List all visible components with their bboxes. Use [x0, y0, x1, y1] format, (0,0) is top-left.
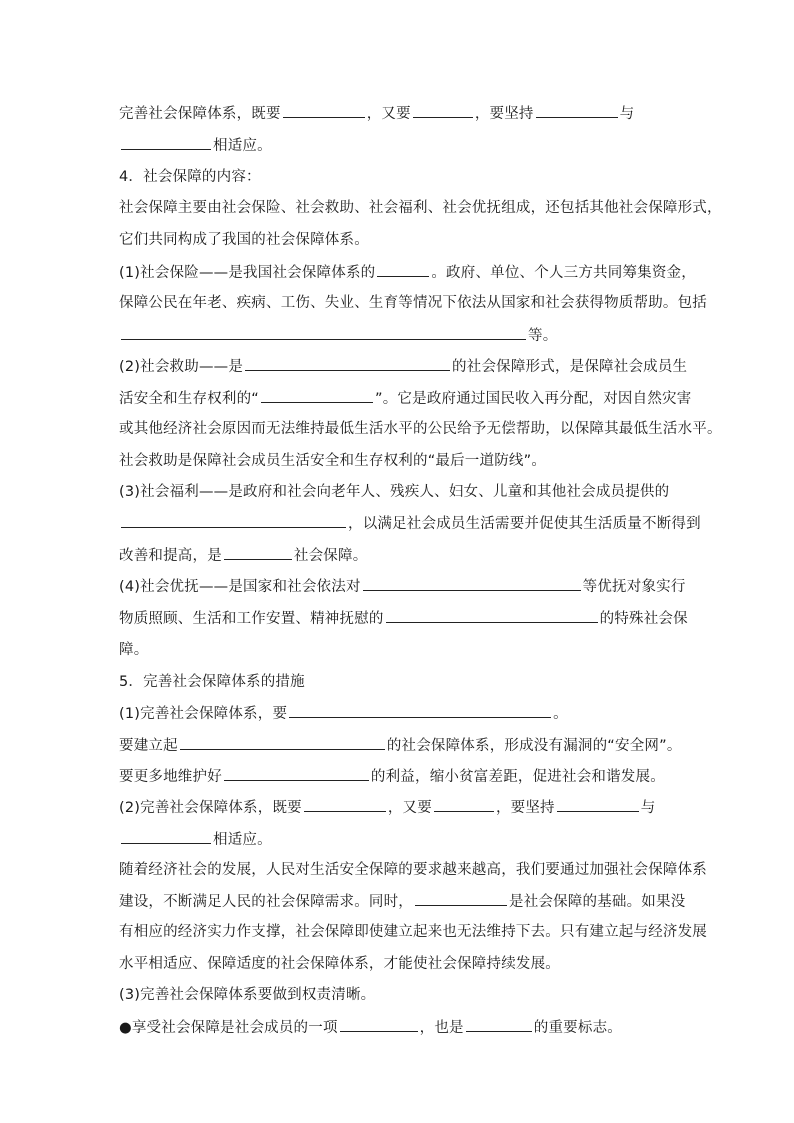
- fill-in-blank[interactable]: [245, 356, 450, 371]
- text-line: [119, 419, 722, 439]
- fill-in-blank[interactable]: [413, 103, 473, 118]
- fill-in-blank[interactable]: [557, 797, 639, 812]
- fill-in-blank[interactable]: [304, 797, 386, 812]
- line-text: ，要坚持: [495, 800, 555, 816]
- line-text: 要建立起: [119, 738, 178, 754]
- text-line: [119, 451, 546, 471]
- text-line: [119, 545, 367, 566]
- text-line: [119, 325, 557, 346]
- line-text: ，又要: [366, 106, 411, 122]
- text-line: [119, 954, 560, 974]
- fill-in-blank[interactable]: [261, 388, 373, 403]
- fill-in-blank[interactable]: [180, 735, 385, 750]
- line-text: 相适应。: [213, 832, 272, 848]
- text-line: [119, 640, 148, 660]
- line-text: (3)社会福利——是政府和社会向老年人、残疾人、妇女、儿童和其他社会成员提供的: [119, 484, 670, 500]
- line-text: ●享受社会保障是社会成员的一项: [119, 1020, 338, 1036]
- text-line: [119, 356, 687, 377]
- fill-in-blank[interactable]: [434, 797, 494, 812]
- fill-in-blank[interactable]: [415, 891, 507, 906]
- line-text: 是社会保障的基础。如果没: [509, 894, 686, 910]
- fill-in-blank[interactable]: [224, 545, 292, 560]
- line-text: 水平相适应、保障适度的社会保障体系，才能使社会保障持续发展。: [119, 956, 560, 972]
- line-text: 的特殊社会保: [599, 611, 688, 627]
- text-line: [119, 482, 669, 502]
- line-text: 社会保障主要由社会保险、社会救助、社会福利、社会优抚组成，还包括其他社会保障形式，: [119, 200, 722, 216]
- fill-in-blank[interactable]: [340, 1017, 418, 1032]
- fill-in-blank[interactable]: [283, 103, 365, 118]
- fill-in-blank[interactable]: [121, 135, 211, 150]
- line-text: 与: [619, 106, 635, 122]
- line-text: 障。: [119, 642, 149, 658]
- fill-in-blank[interactable]: [386, 608, 598, 623]
- line-text: 等。: [528, 328, 558, 344]
- line-text: (1)完善社会保障体系，要: [119, 706, 288, 722]
- text-line: [119, 576, 686, 597]
- line-text: 。政府、单位、个人三方共同筹集资金，: [431, 265, 696, 281]
- line-text: ，以满足社会成员生活需要并促使其生活质量不断得到: [348, 516, 701, 532]
- line-text: 社会救助是保障社会成员生活安全和生存权利的“最后一道防线”。: [119, 453, 547, 469]
- line-text: (3)完善社会保障体系要做到权责清晰。: [119, 987, 376, 1003]
- fill-in-blank[interactable]: [224, 766, 369, 781]
- text-line: [119, 766, 665, 787]
- line-text: 等优抚对象实行: [582, 579, 686, 595]
- text-line: [119, 608, 688, 629]
- line-text: (2)完善社会保障体系，既要: [119, 800, 302, 816]
- text-line: [119, 735, 682, 756]
- text-line: [119, 829, 272, 850]
- text-line: [119, 672, 305, 692]
- line-text: 的重要标志。: [533, 1020, 622, 1036]
- line-text: (2)社会救助——是: [119, 359, 244, 375]
- line-text: ，要坚持: [474, 106, 534, 122]
- text-line: [119, 922, 707, 942]
- line-text: ，也是: [419, 1020, 464, 1036]
- text-line: [119, 230, 369, 250]
- line-text: 保障公民在年老、疾病、工伤、失业、生育等情况下依法从国家和社会获得物质帮助。包括: [119, 295, 707, 311]
- text-line: [119, 797, 655, 818]
- fill-in-blank[interactable]: [377, 262, 429, 277]
- text-line: [119, 985, 375, 1005]
- text-line: [119, 262, 696, 283]
- line-text: 与: [640, 800, 656, 816]
- fill-in-blank[interactable]: [466, 1017, 532, 1032]
- line-text: ”。它是政府通过国民收入再分配，对因自然灾害: [375, 391, 692, 407]
- line-text: 或其他经济社会原因而无法维持最低生活水平的公民给予无偿帮助，以保障其最低生活水平。: [119, 421, 722, 437]
- line-text: 物质照顾、生活和工作安置、精神抚慰的: [119, 611, 384, 627]
- line-text: 社会保障。: [293, 548, 368, 564]
- text-line: [119, 135, 272, 156]
- text-line: [119, 1017, 622, 1038]
- text-line: [119, 860, 707, 880]
- line-text: 改善和提高，是: [119, 548, 222, 564]
- line-text: 。: [553, 706, 568, 722]
- line-text: (1)社会保险——是我国社会保障体系的: [119, 265, 376, 281]
- line-text: ，又要: [387, 800, 432, 816]
- text-line: [119, 891, 685, 912]
- text-line: [119, 388, 691, 409]
- fill-in-blank[interactable]: [536, 103, 618, 118]
- line-text: 有相应的经济实力作支撑，社会保障即使建立起来也无法维持下去。只有建立起与经济发展: [119, 924, 707, 940]
- fill-in-blank[interactable]: [121, 829, 211, 844]
- line-text: (4)社会优抚——是国家和社会依法对: [119, 579, 361, 595]
- line-text: 完善社会保障体系，既要: [119, 106, 281, 122]
- text-line: [119, 103, 634, 124]
- line-text: 建设，不断满足人民的社会保障需求。同时，: [119, 894, 413, 910]
- fill-in-blank[interactable]: [121, 325, 526, 340]
- line-text: 活安全和生存权利的“: [119, 391, 260, 407]
- fill-in-blank[interactable]: [121, 513, 346, 528]
- text-line: [119, 167, 261, 187]
- line-text: 随着经济社会的发展，人民对生活安全保障的要求越来越高，我们要通过加强社会保障体系: [119, 862, 707, 878]
- line-text: 4．社会保障的内容：: [119, 169, 261, 185]
- text-line: [119, 703, 568, 724]
- line-text: 5．完善社会保障体系的措施: [119, 674, 305, 690]
- line-text: 的利益，缩小贫富差距，促进社会和谐发展。: [370, 769, 665, 785]
- fill-in-blank[interactable]: [363, 576, 581, 591]
- text-line: [119, 293, 707, 313]
- line-text: 的社会保障形式，是保障社会成员生: [452, 359, 688, 375]
- line-text: 它们共同构成了我国的社会保障体系。: [119, 232, 369, 248]
- text-line: [119, 198, 722, 218]
- line-text: 相适应。: [213, 138, 272, 154]
- text-line: [119, 513, 701, 534]
- fill-in-blank[interactable]: [289, 703, 551, 718]
- line-text: 的社会保障体系，形成没有漏洞的“安全网”。: [386, 738, 682, 754]
- line-text: 要更多地维护好: [119, 769, 222, 785]
